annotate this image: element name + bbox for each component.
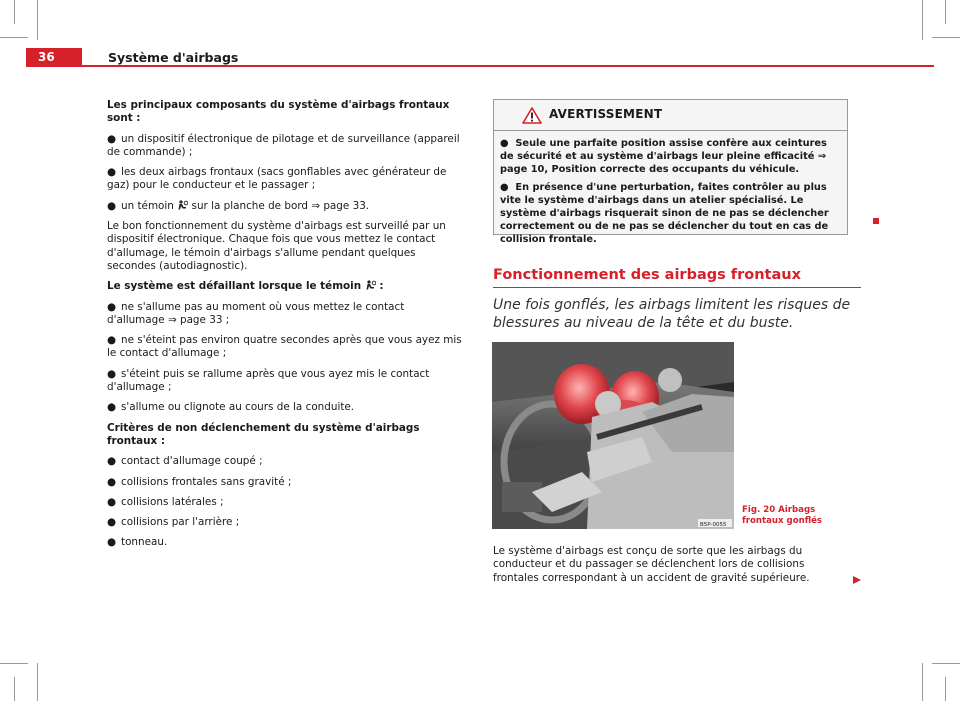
section-intro: Une fois gonflés, les airbags limitent les risques de blessures au niveau de la tête et du buste. [493, 297, 851, 331]
warning-box [493, 99, 848, 245]
crop-mark [945, 0, 946, 24]
criteria-heading: Critères de non déclenchement du système d'airbags frontaux : [107, 421, 420, 447]
list-item: ● ne s'allume pas au moment où vous mettez le contact d'allumage ⇒ page 33 ; [107, 300, 405, 326]
crop-mark [0, 37, 28, 38]
section-title: Fonctionnement des airbags frontaux [493, 267, 801, 283]
crop-mark [14, 0, 15, 24]
airbag-illustration [492, 342, 734, 529]
chapter-title: Système d'airbags [108, 50, 239, 65]
page-number: 36 [26, 48, 82, 67]
list-item: ● collisions par l'arrière ; [107, 516, 240, 529]
section-rule [493, 287, 861, 288]
crop-mark [922, 663, 923, 701]
warning-header [494, 100, 847, 131]
left-column [107, 99, 464, 557]
components-heading: Les principaux composants du système d'airbags frontaux sont : [107, 99, 450, 125]
warning-triangle-icon [522, 107, 542, 124]
airbag-figure [492, 342, 734, 529]
figure-code: B5P-0055 [700, 522, 727, 528]
list-item: ● collisions latérales ; [107, 495, 224, 508]
crop-mark [945, 677, 946, 701]
airbag-warning-light-icon [177, 200, 188, 210]
list-item: ● un témoin sur la planche de bord ⇒ page 33. [107, 199, 370, 212]
warning-body [494, 131, 847, 246]
page-header [26, 48, 934, 67]
crop-mark [922, 0, 923, 40]
crop-mark [932, 37, 960, 38]
list-item: ● ne s'éteint pas environ quatre secondes après que vous ayez mis le contact d'allumage ; [107, 334, 462, 360]
crop-mark [37, 663, 38, 701]
list-item: ● les deux airbags frontaux (sacs gonflables avec générateur de gaz) pour le conducteur et le passager ; [107, 166, 447, 192]
header-rule [82, 65, 934, 67]
list-item: ● collisions frontales sans gravité ; [107, 475, 292, 488]
list-item: ● s'éteint puis se rallume après que vous ayez mis le contact d'allumage ; [107, 367, 430, 394]
crop-mark [37, 0, 38, 40]
airbag-warning-light-icon [365, 280, 376, 290]
list-item: ● un dispositif électronique de pilotage et de surveillance (appareil de commande) ; [107, 132, 460, 158]
crop-mark [932, 663, 960, 664]
crop-mark [0, 663, 28, 664]
warning-item: ● En présence d'une perturbation, faites contrôler au plus vite le système d'airbags dans un atelier spécialisé. Le système d'airbags risquerait sinon de ne pas se déclencher correctement ou de ne pas se déclencher du tout en cas de collision frontale. [500, 182, 829, 245]
continue-arrow-icon [852, 575, 862, 585]
warning-item: ● Seule une parfaite position assise confère aux ceintures de sécurité et au système d'airbags leur pleine efficacité ⇒ page 10, Position correcte des occupants du véhicule. [500, 138, 827, 175]
monitoring-paragraph: Le bon fonctionnement du système d'airbags est surveillé par un dispositif électronique. Chaque fois que vous mettez le contact d'allumage, le témoin d'airbags s'allume pendant quelques secondes (autodiagnostic). [107, 220, 446, 272]
section-paragraph: Le système d'airbags est conçu de sorte que les airbags du conducteur et du passager se déclenchent lors de collisions frontales correspondant à un accident de gravité supérieure. [493, 545, 810, 584]
list-item: ● s'allume ou clignote au cours de la conduite. [107, 401, 355, 414]
figure-caption: Fig. 20 Airbags frontaux gonflés [742, 505, 823, 526]
warning-title: AVERTISSEMENT [549, 107, 663, 121]
section-end-marker [873, 218, 879, 224]
list-item: ● tonneau. [107, 536, 168, 549]
crop-mark [14, 677, 15, 701]
faulty-heading: Le système est défaillant lorsque le témoin : [107, 280, 384, 293]
list-item: ● contact d'allumage coupé ; [107, 455, 263, 468]
